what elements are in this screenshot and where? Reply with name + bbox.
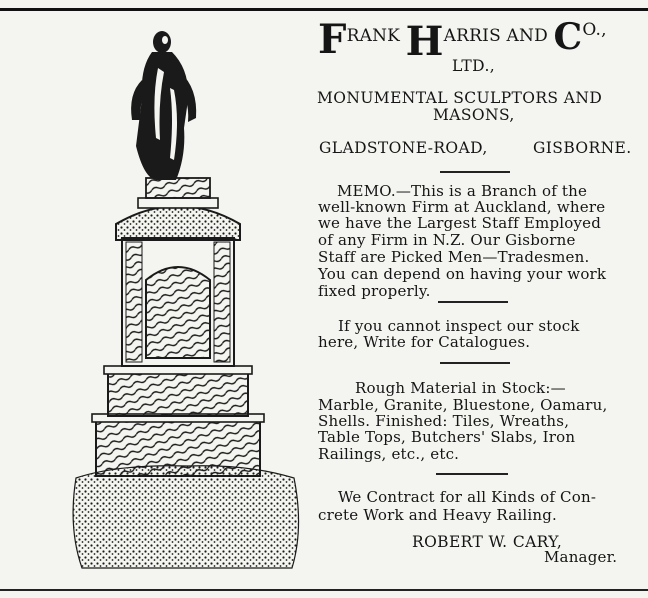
trade-line-2: MASONS, — [433, 106, 515, 124]
memo-line: You can depend on having your work — [318, 265, 607, 283]
inspect-line: here, Write for Catalogues. — [318, 333, 531, 351]
monument-illustration — [48, 28, 308, 576]
stock-line: Table Tops, Butchers' Slabs, Iron — [318, 428, 576, 446]
signature-title: Manager. — [544, 548, 618, 566]
memo-line: we have the Largest Staff Employed — [318, 214, 602, 232]
stock-line: Railings, etc., etc. — [318, 445, 460, 463]
memo-line: MEMO.—This is a Branch of the — [337, 182, 588, 200]
memo-line: of any Firm in N.Z. Our Gisborne — [318, 231, 576, 249]
address-street: GLADSTONE-ROAD, — [319, 139, 488, 157]
separator-1 — [440, 171, 510, 173]
separator-4 — [436, 473, 508, 475]
trade-line-1: MONUMENTAL SCULPTORS AND — [317, 89, 603, 107]
contract-line: We Contract for all Kinds of Con- — [338, 488, 597, 506]
firm-initial-h: H — [405, 18, 444, 65]
contract-line: crete Work and Heavy Railing. — [318, 506, 557, 524]
top-rule — [0, 8, 648, 11]
memo-line: well-known Firm at Auckland, where — [318, 198, 606, 216]
firm-name-part-1: RANK — [346, 26, 401, 46]
bottom-rule — [0, 589, 648, 591]
separator-3 — [440, 362, 510, 364]
firm-name — [318, 16, 607, 65]
address-town: GISBORNE. — [533, 139, 632, 157]
signature-name: ROBERT W. CARY, — [412, 533, 563, 551]
firm-initial-c: C — [553, 16, 583, 58]
inspect-line: If you cannot inspect our stock — [338, 317, 580, 335]
memo-line: Staff are Picked Men—Tradesmen. — [318, 248, 590, 266]
separator-2 — [438, 301, 508, 303]
stock-line: Shells. Finished: Tiles, Wreaths, — [318, 412, 570, 430]
stock-heading: Rough Material in Stock:— — [355, 379, 566, 397]
firm-name-part-2: ARRIS AND — [443, 26, 548, 46]
memo-line: fixed properly. — [318, 282, 431, 300]
stock-line: Marble, Granite, Bluestone, Oamaru, — [318, 396, 608, 414]
firm-ltd: LTD., — [452, 57, 496, 75]
firm-name-part-3: O., — [582, 20, 607, 40]
firm-initial-f: F — [318, 16, 347, 63]
